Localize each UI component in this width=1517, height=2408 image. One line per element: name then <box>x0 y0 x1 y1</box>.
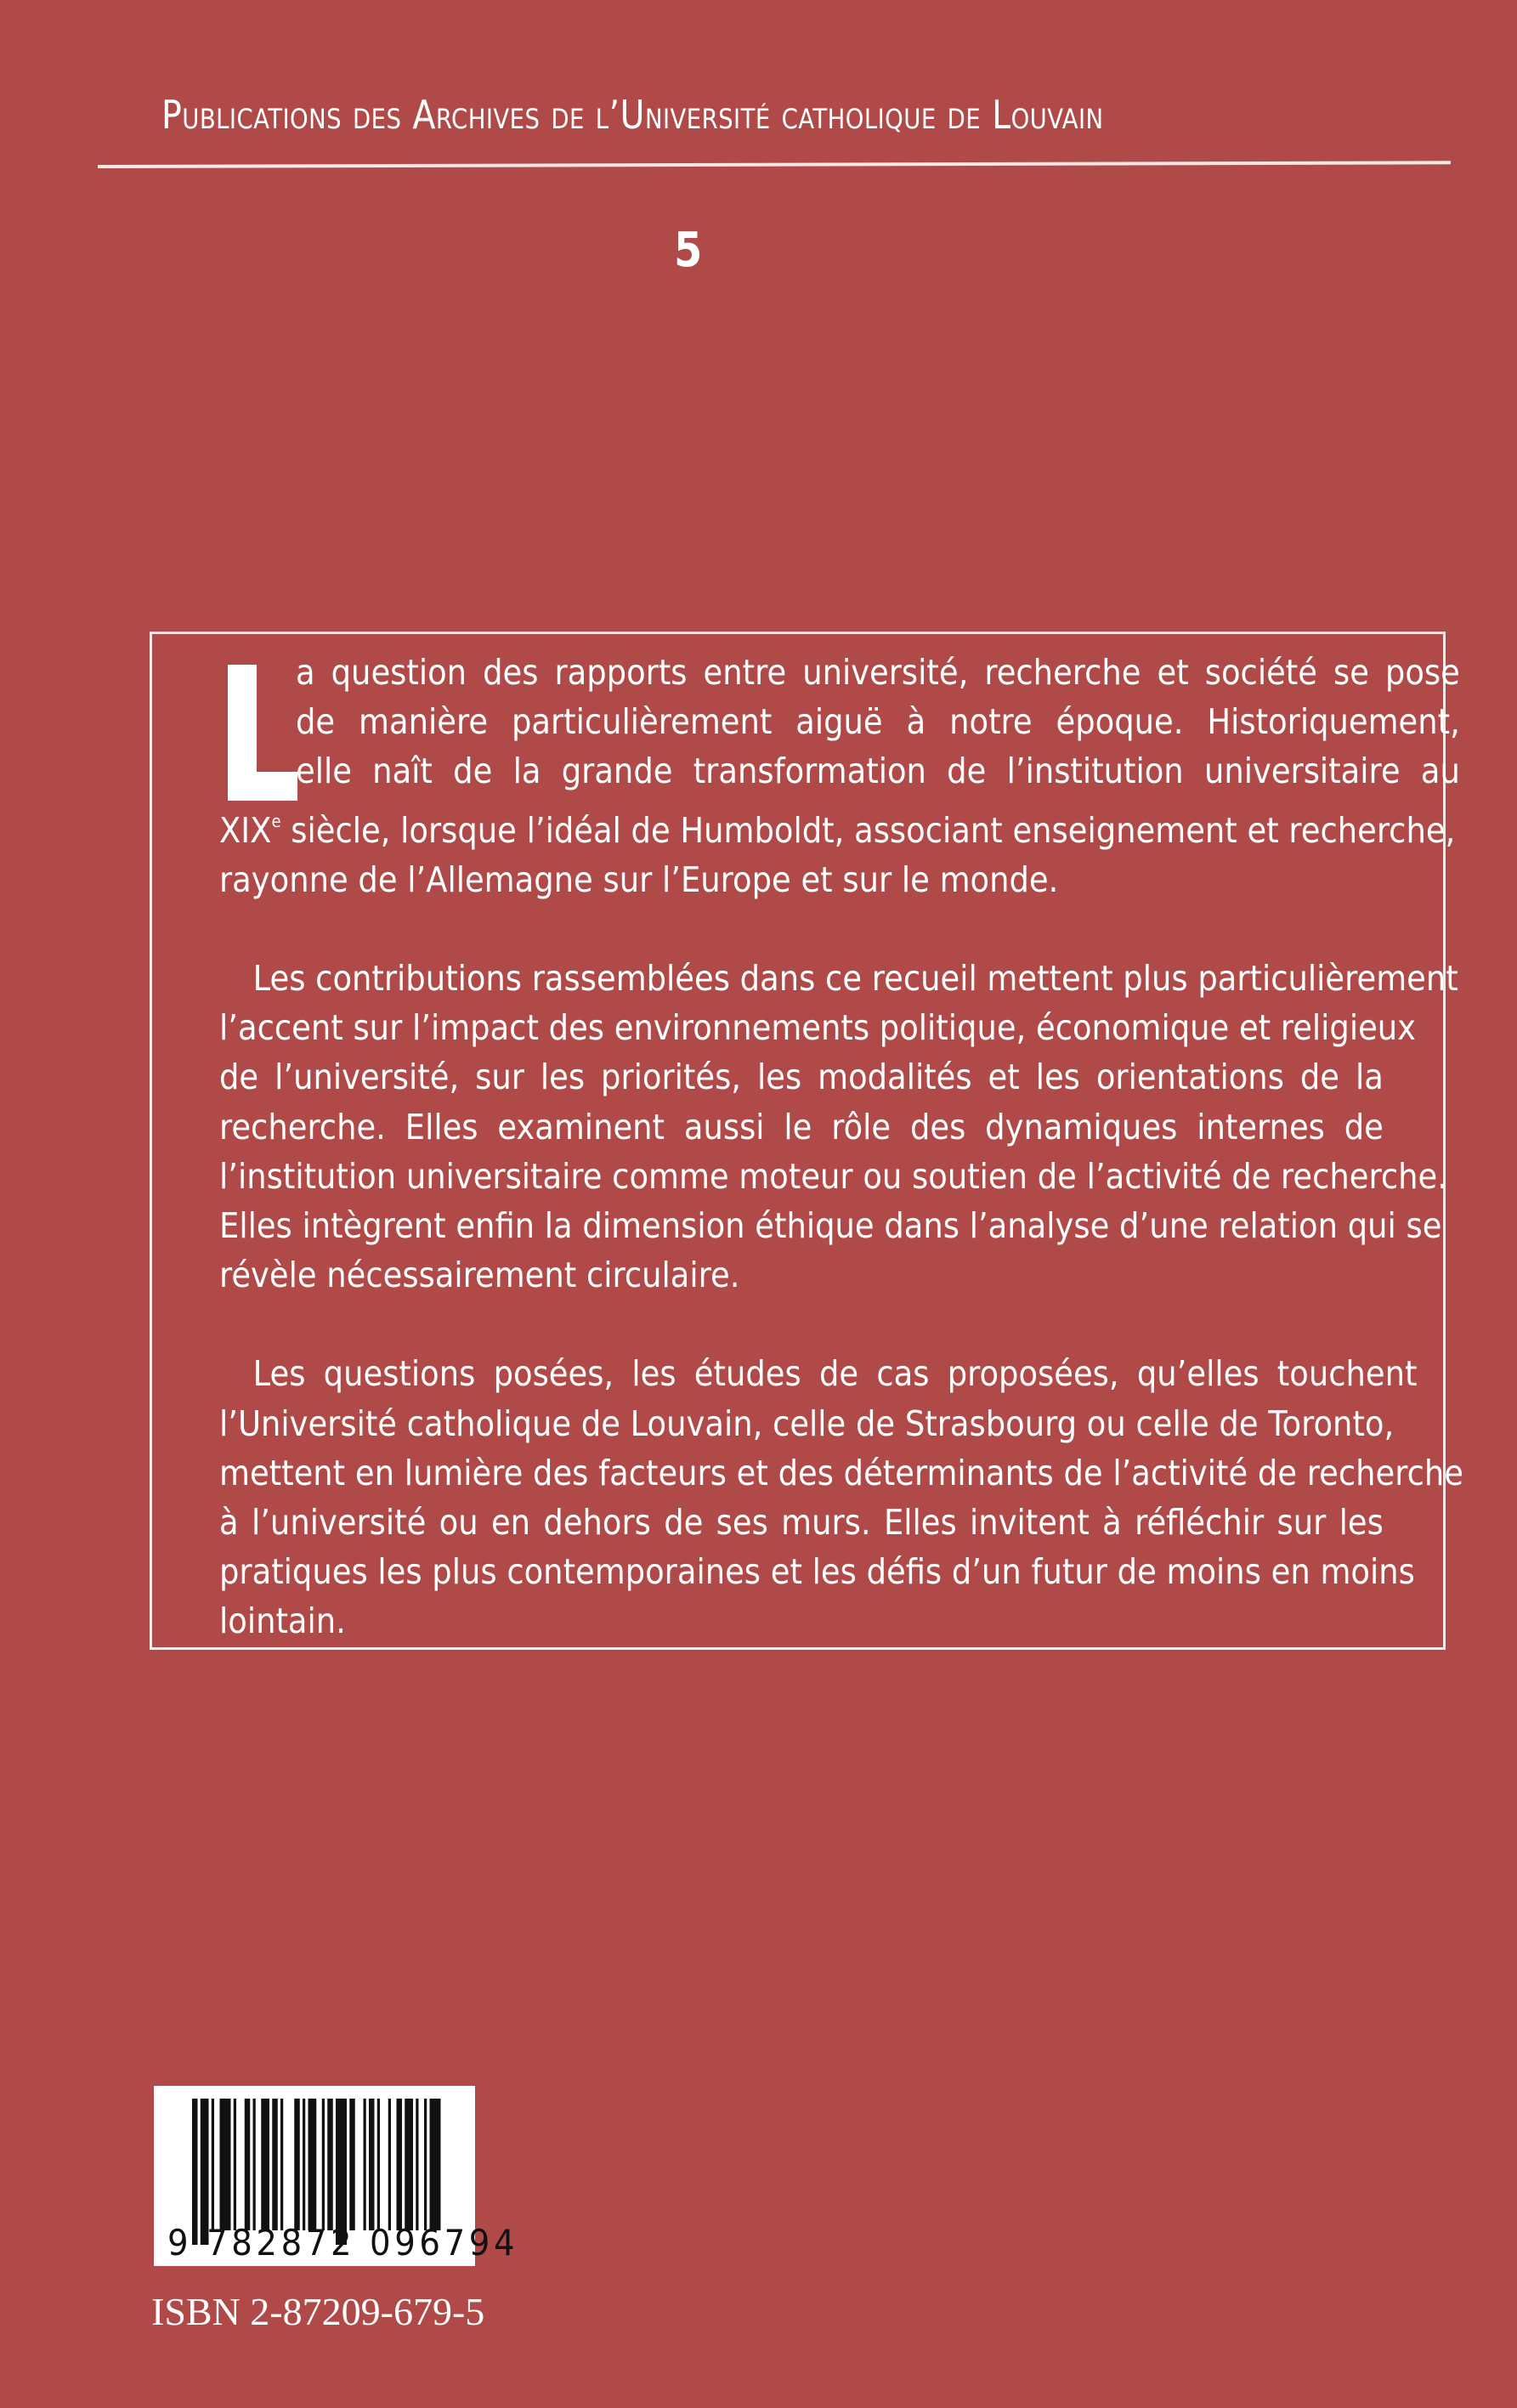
blurb-line: Elles intègrent enfin la dimension éthique dans l’analyse d’une relation qui se <box>219 1205 1442 1247</box>
blurb-line: recherche. Elles examinent aussi le rôle des dynamiques internes de <box>219 1106 1384 1147</box>
blurb-paragraph <box>219 1349 1463 1646</box>
barcode-bar <box>322 2099 325 2230</box>
barcode-bar <box>364 2099 366 2230</box>
barcode-bar <box>416 2099 418 2230</box>
blurb-line: à l’université ou en dehors de ses murs. Elles invitent à réfléchir sur les <box>219 1502 1384 1544</box>
barcode-bar <box>388 2099 391 2230</box>
barcode-bar <box>308 2099 317 2230</box>
barcode-bar <box>405 2099 413 2230</box>
barcode-bar <box>220 2099 231 2230</box>
barcode-bar <box>377 2099 380 2230</box>
barcode-bar <box>303 2099 305 2230</box>
series-title: Publications des Archives de l’Université catholique de Louvain <box>161 92 1104 138</box>
barcode-bar <box>327 2099 333 2230</box>
barcode-bar <box>280 2099 283 2230</box>
barcode-bar <box>272 2099 278 2230</box>
barcode-bar <box>212 2099 214 2230</box>
blurb-line: l’accent sur l’impact des environnements politique, économique et religieux <box>219 1007 1417 1049</box>
blurb-line: l’institution universitaire comme moteur ou soutien de l’activité de recherche. <box>219 1155 1447 1197</box>
blurb-line: mettent en lumière des facteurs et des déterminants de l’activité de recherche <box>219 1452 1463 1493</box>
blurb-line: Les contributions rassemblées dans ce recueil mettent plus particulièrement <box>252 958 1458 1000</box>
barcode-bar <box>424 2099 427 2230</box>
barcode-bar <box>253 2099 256 2230</box>
barcode-digits: 9 782872 096794 <box>167 2222 519 2264</box>
blurb-line: XIXe siècle, lorsque l’idéal de Humboldt, associant enseignement et recherche, <box>219 809 1456 851</box>
barcode-bar <box>430 2099 441 2230</box>
blurb-line: elle naît de la grande transformation de l’institution universitaire au <box>296 751 1460 792</box>
barcode-bar <box>294 2099 300 2230</box>
blurb-paragraph <box>219 648 1460 904</box>
isbn: ISBN 2-87209-679-5 <box>151 2290 485 2333</box>
barcode-bar <box>234 2099 236 2230</box>
blurb-line: révèle nécessairement circulaire. <box>219 1255 740 1296</box>
barcode-bar <box>397 2099 403 2230</box>
header-rule <box>98 161 1451 168</box>
blurb-text <box>219 648 1463 1696</box>
blurb-line: de manière particulièrement aiguë à notre époque. Historiquement, <box>296 701 1460 743</box>
blurb-line: Les questions posées, les études de cas proposées, qu’elles touchent <box>252 1353 1418 1395</box>
blurb-line: de l’université, sur les priorités, les modalités et les orientations de la <box>219 1057 1384 1098</box>
barcode-bar <box>245 2099 251 2230</box>
barcode <box>154 2086 519 2266</box>
blurb-line: l’Université catholique de Louvain, celle de Strasbourg ou celle de Toronto, <box>219 1402 1395 1444</box>
barcode-bar <box>369 2099 375 2230</box>
barcode-bar <box>261 2099 269 2230</box>
barcode-bar <box>349 2099 355 2230</box>
blurb-line: a question des rapports entre université, recherche et société se pose <box>296 652 1460 693</box>
blurb-line: lointain. <box>219 1601 346 1642</box>
blurb-line: pratiques les plus contemporaines et les défis d’un futur de moins en moins <box>219 1551 1415 1593</box>
blurb-paragraph <box>219 954 1458 1300</box>
blurb-line: rayonne de l’Allemagne sur l’Europe et sur le monde. <box>219 858 1059 900</box>
volume-number: 5 <box>674 223 703 278</box>
